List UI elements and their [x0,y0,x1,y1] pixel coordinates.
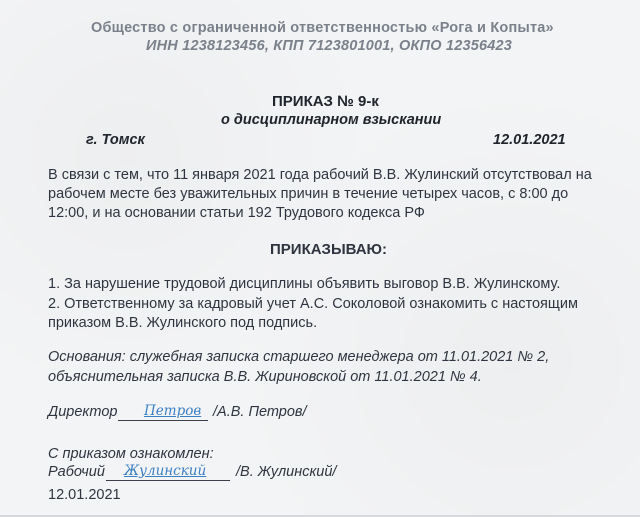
worker-name: /В. Жулинский/ [236,464,337,480]
worker-label: Рабочий [48,464,105,480]
order-title: ПРИКАЗ № 9-к [272,93,379,110]
director-label: Директор [48,404,118,420]
company-name: Общество с ограниченной ответственностью «Рога и Копыта» [91,20,554,36]
command-heading: ПРИКАЗЫВАЮ: [270,241,388,258]
company-codes: ИНН 1238123456, КПП 7123801001, ОКПО 12356423 [146,38,513,54]
acquainted-date: 12.01.2021 [48,487,121,503]
order-subject: о дисциплинарном взыскании [221,112,442,128]
preamble-line-2: рабочем месте без уважительных причин в течение четырех часов, с 8:00 до [48,186,569,202]
order-item-2-cont: приказом В.В. Жулинского под подпись. [48,315,318,331]
basis-line-2: объяснительная записка В.В. Жириновской от 11.01.2021 № 4. [48,369,482,385]
director-signature-line [118,404,208,421]
preamble-line-1: В связи с тем, что 11 января 2021 года рабочий В.В. Жулинский отсутствовал на [48,167,592,183]
worker-signature: Жулинский [124,463,207,479]
worker-signature-line [106,464,230,481]
preamble-line-3: 12:00, и на основании статьи 192 Трудового кодекса РФ [48,205,425,221]
director-name: /А.В. Петров/ [213,404,307,420]
acquainted-label: С приказом ознакомлен: [48,446,214,462]
order-item-1: 1. За нарушение трудовой дисциплины объявить выговор В.В. Жулинскому. [48,276,561,292]
basis-line-1: Основания: служебная записка старшего менеджера от 11.01.2021 № 2, [48,349,550,365]
order-city: г. Томск [86,132,145,148]
director-signature: Петров [144,403,202,419]
order-item-2: 2. Ответственному за кадровый учет А.С. Соколовой ознакомить с настоящим [48,296,578,312]
order-date: 12.01.2021 [493,132,566,148]
